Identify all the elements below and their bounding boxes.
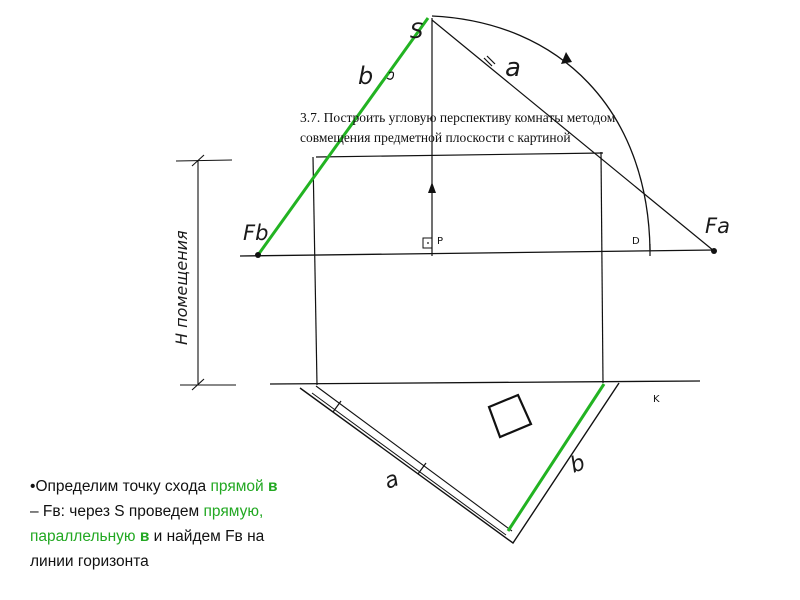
caption-bullet: • <box>30 478 36 495</box>
picture-plane-line <box>270 381 700 384</box>
caption-l2b: прямую, <box>203 503 264 520</box>
explanation-text <box>30 474 370 574</box>
floor-plan-tick-1 <box>333 401 341 412</box>
arc-arrow <box>561 52 572 64</box>
caption-l3c: и найдем Fв на <box>149 528 265 545</box>
caption-line-4: линии горизонта <box>30 553 149 570</box>
caption-l3b: в <box>139 528 150 545</box>
height-dim-top-ext <box>176 160 232 161</box>
p-dot <box>427 242 429 244</box>
caption-l3a: параллельную <box>30 528 140 545</box>
label-a-top: a <box>505 53 521 83</box>
label-p: P <box>437 236 444 247</box>
label-a-bottom: a <box>381 466 403 495</box>
caption-line-3 <box>30 524 370 549</box>
caption-l1a: Определим точку схода <box>35 478 211 495</box>
floor-object-square <box>489 395 531 437</box>
caption-l1c: в <box>267 478 278 495</box>
caption-l1b: прямой <box>210 478 268 495</box>
label-d: D <box>632 236 640 247</box>
caption-l2a: – Fв: через S проведем <box>30 503 204 520</box>
caption-line-2 <box>30 499 370 524</box>
label-b-top: b <box>358 62 374 90</box>
label-fb: Fb <box>243 221 269 245</box>
label-k: K <box>653 394 660 405</box>
fa-point <box>711 248 717 254</box>
room-left-edge <box>313 157 317 385</box>
label-room-height: H помещения <box>172 230 191 345</box>
room-top-edge <box>316 153 603 157</box>
task-title-line-2: совмещения предметной плоскости с картиной <box>300 130 571 145</box>
room-right-edge <box>601 152 603 383</box>
arrow-up-marker <box>428 182 436 193</box>
caption-line-1 <box>30 474 370 499</box>
label-fa: Fa <box>705 214 730 238</box>
fb-point <box>255 252 261 258</box>
label-b-bottom: b <box>566 450 589 479</box>
task-title-line-1: 3.7. Построить угловую перспективу комнаты методом <box>300 110 616 125</box>
label-s: S <box>410 19 424 43</box>
horizon-line <box>240 250 715 256</box>
